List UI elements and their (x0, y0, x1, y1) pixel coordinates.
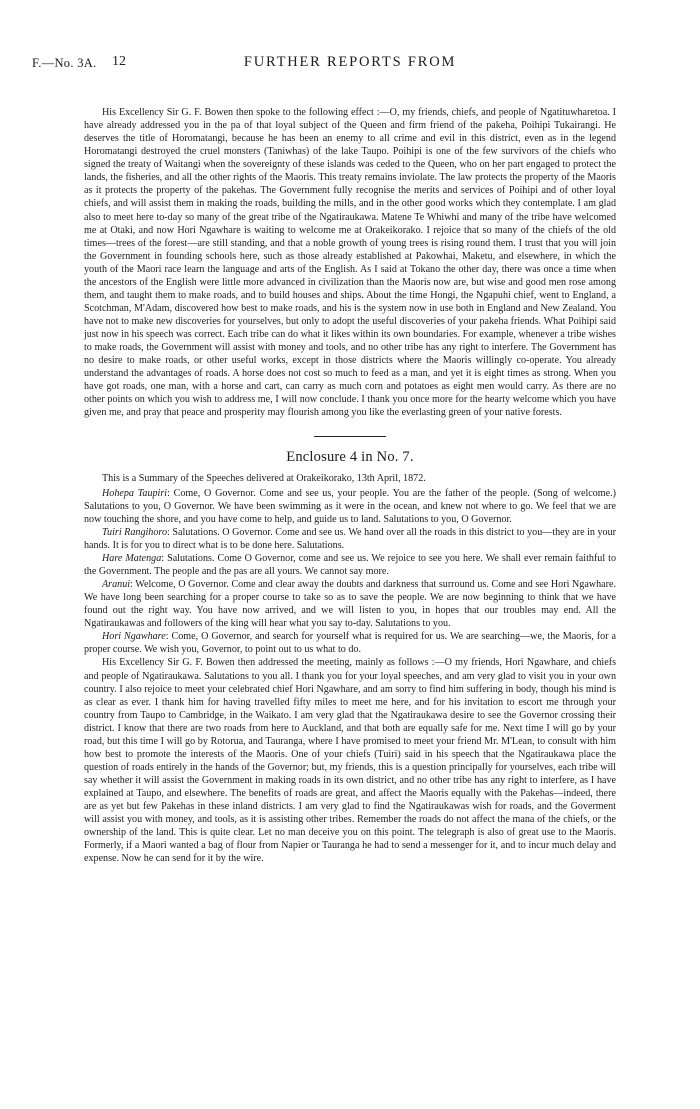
governor-reply-paragraph: His Excellency Sir G. F. Bowen then addressed the meeting, mainly as follows :—O my friends, Hori Ngawhare, and chiefs and people of Ngatiraukawa. Salutations to you all. I thank you for your loyal speeches, and am very glad to visit you in your own country. I also rejoice to meet your celebrated chief Hori Ngawhare, and am sorry to find him suffering in body, though his mind is as clear as ever. I thank him for having travelled fifty miles to meet me here, and for his invitation to escort me through your country from Taupo to Cambridge, in the Waikato. I am very glad that the Ngatiraukawa desire to see the Governor crossing their district. I know that there are two roads from here to Auckland, and that both are equally safe for me. Next time I will go by your road, but this time I will go by Rotorua, and Tauranga, where I have promised to meet your friend Mr. M'Lean, to consult with him how best to promote the interests of the Maoris. One of your chiefs (Tuiri) said in his speech that the Ngatiraukawa place the question of roads entirely in the hands of the Governor; but, my friends, this is a question principally for yourselves, each tribe will say whether it will assist the Government in making roads in its own district, and no other tribe has any right to interfere, as I have explained at Taupo, and elsewhere. The benefits of roads are great, and affect the Maoris equally with the Pakehas—indeed, there are as yet but few Pakehas in these inland districts. I am very glad to find the Ngatiraukawas wish for roads, and the Goverment will assist you with money, and tools, as it is assisting other tribes. Remember the roads do not affect the mana of the chiefs, or the ownership of the land. This is quite clear. Let no man deceive you on this point. The telegraph is also of great use to the Maoris. Formerly, if a Maori wanted a bag of flour from Napier or Tauranga he had to send a messenger for it, and to incur much delay and expense. Now he can send for it by the wire. (84, 657, 616, 865)
speech-text: : Come, O Governor, and search for yourself what is required for us. We are searching—we, the Maoris, for a proper course. We wish you, Governor, to point out to us what to do. (84, 631, 617, 656)
speaker-name: Aranui (102, 579, 131, 591)
enclosure-heading: Enclosure 4 in No. 7. (286, 448, 414, 465)
speech-text: : Salutations. O Governor. Come and see us. We hand over all the roads in this district to you—they are in your hands. It is for you to direct what is to be done here. Salutations. (84, 526, 617, 551)
document-body (84, 106, 616, 865)
running-title: FURTHER REPORTS FROM (243, 54, 457, 70)
page-header (32, 42, 616, 70)
speech-paragraph (84, 526, 616, 552)
page-number: 12 (112, 54, 126, 69)
speech-text: : Come, O Governor. Come and see us, your people. You are the father of the people. (Song of welcome.) Salutations to you, O Governor. We have been swimming as it were in the ocean, and knew not where to go. We feel that we are now touching the shore, and you have come to help, and guide us to land. Salutations to you, O Governor. (84, 487, 616, 525)
speech-paragraph (84, 487, 616, 526)
speaker-name: Hare Matenga (102, 552, 162, 564)
speaker-name: Hori Ngawhare (102, 631, 166, 643)
summary-line: This is a Summary of the Speeches delivered at Orakeikorako, 13th April, 1872. (102, 472, 426, 484)
speech-paragraph (84, 552, 616, 578)
speaker-name: Hohepa Taupiri (102, 487, 168, 499)
speaker-name: Tuiri Rangihoro (102, 526, 167, 538)
speech-text: : Welcome, O Governor. Come and clear away the doubts and darkness that surround us. Come and see Hori Ngawhare. We have long been searching for a proper course to take so as to save the people. We are now beginning to think that we have found out the right way. You have now arrived, and we will listen to you, in hopes that our troubles may end. All the Ngatiraukawas and followers of the king will hear what you say to-day. Salutations to you. (84, 579, 616, 630)
speech-text: : Salutations. Come O Governor, come and see us. We rejoice to see you here. We shall ever remain faithful to the Government. The people and the pas are all yours. We cannot say more. (84, 552, 616, 577)
section-divider (314, 436, 386, 437)
page-reference: F.—No. 3A. (32, 56, 97, 70)
speech-paragraph (84, 578, 616, 630)
speech-paragraph (84, 630, 616, 656)
governor-speech-paragraph: His Excellency Sir G. F. Bowen then spoke to the following effect :—O, my friends, chiefs, and people of Ngatituwharetoa. I have already addressed you in the pa of that loyal subject of the Queen and firm friend of the pakeha, Poihipi Tukairangi. He deserves the title of Horomatangi, because he has been an enemy to all crime and evil in this district, even as in the legend Horomatangi destroyed the cruel monsters (Taniwhas) of the lake Taupo. Poihipi is one of the few survivors of the chiefs who signed the treaty of Waitangi when the sovereignty of these islands was ceded to the Queen, who on her part engaged to protect the lands, the fisheries, and all the other rights of the Maoris. This treaty remains inviolate. The law protects the property of the Maoris as it protects the property of the pakehas. The Government fully recognise the merits and services of Poihipi and of other loyal chiefs, and will assist them in making the roads, building the mills, and in the other good works which they contemplate. I am glad also to meet here to-day so many of the great tribe of the Ngatiraukawa. Matene Te Whiwhi and many of the tribe have welcomed me at Otaki, and now Hori Ngawhare is waiting to welcome me at Orakeikorako. I rejoice that so many of the chiefs of the old times—trees of the forest—are still standing, and that a noble growth of young trees is rising round them. I trust that you will join the Government in founding schools here, such as those already established at Pakowhai, Maketu, and elsewhere, in which the youth of the Maori race learn the language and arts of the English. As I said at Tokano the other day, there was once a time when the ancestors of the English were little more advanced in civilization than the Maoris now are, but wise and good men rose among them, and taught them to make roads, and to build houses and ships. About the time Hongi, the Ngapuhi chief, went to England, a Scotchman, M'Adam, discovered how best to make roads, and his is the system now in use both in England and New Zealand. You have not to make new discoveries for yourselves, but only to adopt the useful discoveries of your pakeha friends. What Poihipi said just now in his speech was correct. Each tribe can do what it likes within its own boundaries. For example, whenever a tribe wishes to make roads, the Government will assist with money and tools, and no other tribe has any right to interfere. The Government has no desire to make roads, or other useful works, except in those districts where the Maoris willingly co-operate. You already understand the advantages of roads. A horse does not cost so much to feed as a man, and yet it is eight times as strong. When you have got roads, one man, with a horse and cart, can carry as much corn and potatoes as eight men would carry. As there are no other points on which you wish to address me, I will now conclude. I thank you once more for the hearty welcome which you have given me, and pray that peace and prosperity may flourish among you like the everlasting green of your native forests. (84, 107, 616, 419)
